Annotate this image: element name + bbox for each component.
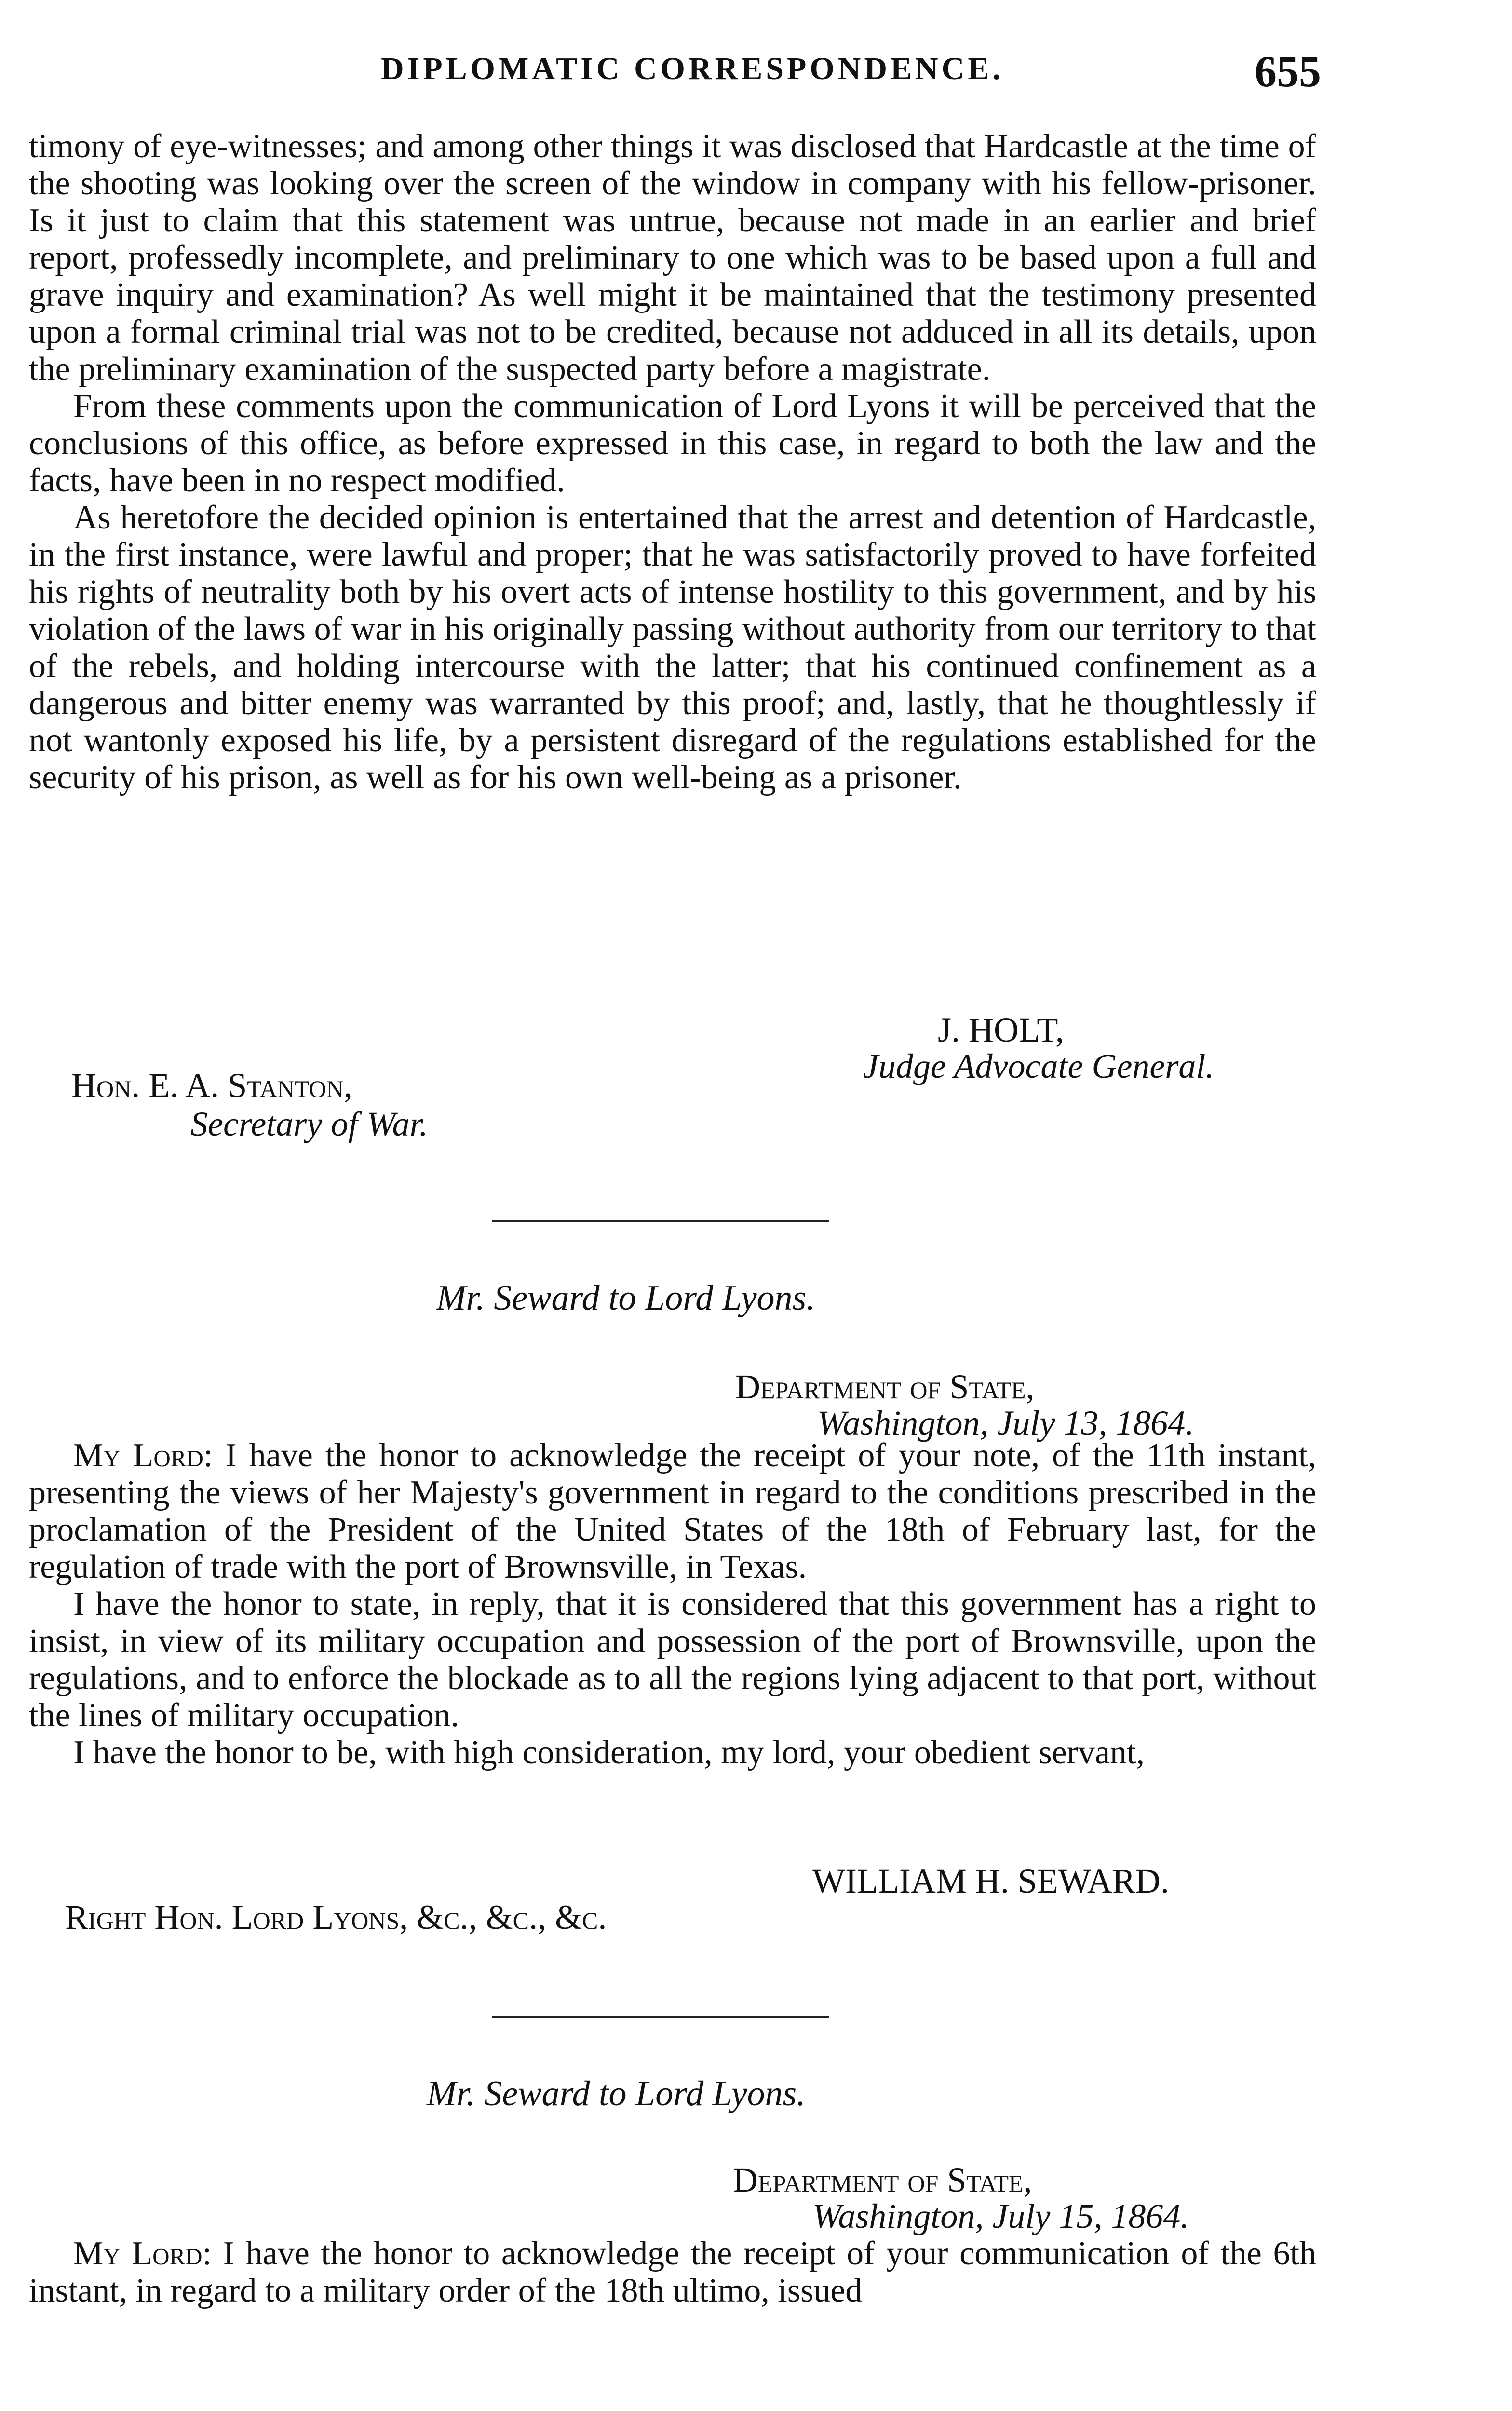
letter-heading: Mr. Seward to Lord Lyons. bbox=[427, 2074, 806, 2113]
paragraph: I have the honor to be, with high consideration, my lord, your obedient servant, bbox=[73, 1734, 1145, 1771]
dateline-department: Department of State, bbox=[735, 1368, 1035, 1406]
running-head bbox=[29, 46, 1321, 108]
holt-letter-body bbox=[29, 128, 1316, 796]
page-number: 655 bbox=[1255, 47, 1321, 96]
paragraph: timony of eye-witnesses; and among other things it was disclosed that Hardcastle at the time of the shooting was looking over the screen of the window in company with his fellow-prisoner. Is it just to claim that this statement was untrue, because not made in an earlier and brief report, professedly incomplete, and preliminary to one which was to be based upon a full and grave inquiry and examination? As well might it be maintained that the testimony presented upon a formal criminal trial was not to be credited, because not adduced in all its details, upon the preliminary examination of the suspected party before a magistrate. bbox=[29, 128, 1316, 388]
holt-signature-title: Judge Advocate General. bbox=[863, 1047, 1215, 1085]
letter-heading: Mr. Seward to Lord Lyons. bbox=[436, 1278, 815, 1318]
paragraph-text: I have the honor to acknowledge the receipt of your communication of the 6th instant, in regard to a military order of the 18th ultimo, issued bbox=[29, 2235, 1316, 2309]
recipient-line: Right Hon. Lord Lyons, &c., &c., &c. bbox=[65, 1898, 607, 1937]
paragraph: I have the honor to state, in reply, that it is considered that this government has a right to insist, in view of its military occupation and possession of the port of Brownsville, upon the regulations, and to enforce the blockade as to all the regions lying adjacent to that port, without the lines of military occupation. bbox=[29, 1585, 1316, 1734]
paragraph: From these comments upon the communication of Lord Lyons it will be perceived that the conclusions of this office, as before expressed in this case, in regard to both the law and the facts, have been in no respect modified. bbox=[29, 388, 1316, 499]
dateline-department: Department of State, bbox=[733, 2161, 1032, 2199]
seward-signature: WILLIAM H. SEWARD. bbox=[812, 1862, 1169, 1900]
salutation: My Lord: bbox=[73, 2235, 212, 2272]
paragraph-text: I have the honor to acknowledge the receipt of your note, of the 11th instant, presenting the views of her Majesty's government in regard to the conditions prescribed in the proclamation of the President of the United States of the 18th of February last, for the regulation of trade with the port of Brownsville, in Texas. bbox=[29, 1437, 1316, 1585]
addressee-title: Secretary of War. bbox=[190, 1105, 428, 1143]
paragraph: As heretofore the decided opinion is entertained that the arrest and detention of Hardcastle, in the first instance, were lawful and proper; that he was satisfactorily proved to have forfeited his rights of neutrality both by his overt acts of intense hostility to this government, and by his violation of the laws of war in his originally passing without authority from our territory to that of the rebels, and holding intercourse with the latter; that his continued confinement as a dangerous and bitter enemy was warranted by this proof; and, lastly, that he thoughtlessly if not wantonly exposed his life, by a persistent disregard of the regulations established for the security of his prison, as well as for his own well-being as a prisoner. bbox=[29, 499, 1316, 796]
separator-rule bbox=[492, 2016, 829, 2018]
holt-signature-name: J. HOLT, bbox=[938, 1011, 1065, 1049]
letter-one-body bbox=[29, 1437, 1316, 1771]
paragraph bbox=[29, 1437, 1316, 1585]
dateline-place-date: Washington, July 15, 1864. bbox=[812, 2197, 1189, 2235]
paragraph bbox=[29, 2235, 1316, 2309]
running-title: DIPLOMATIC CORRESPONDENCE. bbox=[381, 51, 1004, 86]
addressee-name: Hon. E. A. Stanton, bbox=[71, 1066, 352, 1105]
dateline-place-date: Washington, July 13, 1864. bbox=[817, 1404, 1194, 1442]
letter-two-body bbox=[29, 2235, 1316, 2309]
salutation: My Lord: bbox=[73, 1437, 213, 1474]
separator-rule bbox=[492, 1220, 829, 1222]
